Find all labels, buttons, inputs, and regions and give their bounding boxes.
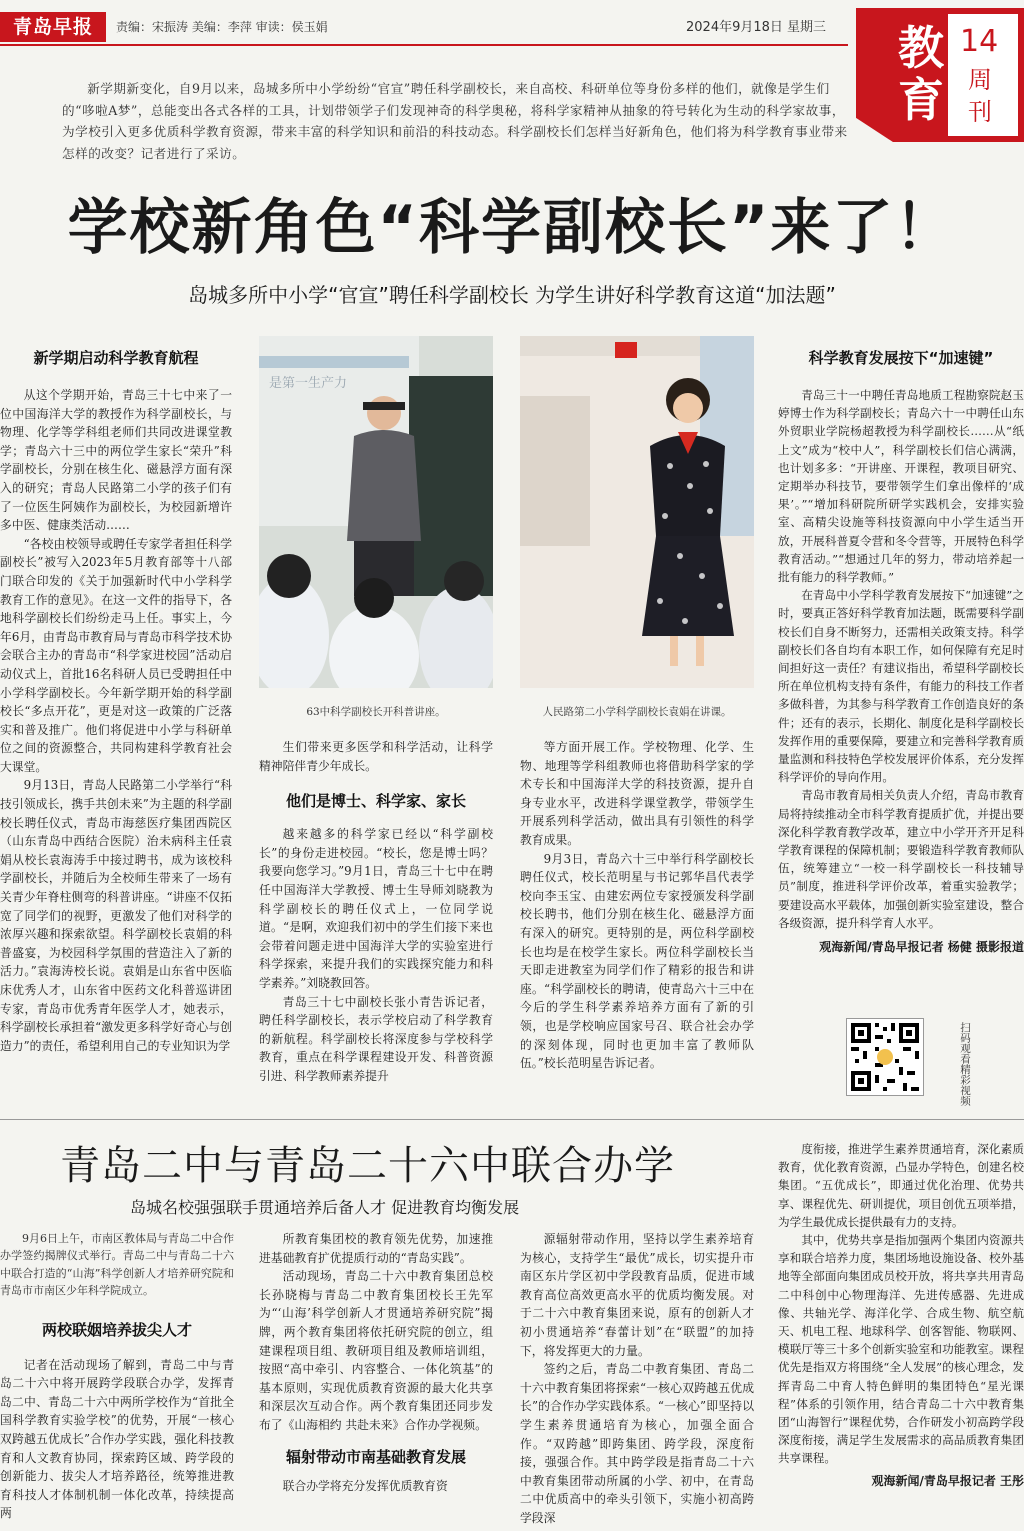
header-rule (0, 44, 848, 46)
paragraph: 从这个学期开始，青岛三十七中来了一位中国海洋大学的教授作为科学副校长，与物理、化学等学科组老师们共同改进课堂教学；青岛六十三中的两位学生家长“荣升”科学副校长，分别在核生化、磁悬浮方面有深入的研究；青岛人民路第二小学的孩子们有了一位医生阿姨作为副校长，为校园新增许多中医、健康类活动…… (0, 388, 232, 533)
article2-subhead: 岛城名校强强联手贯通培养后备人才 促进教育均衡发展 (130, 1198, 520, 1217)
column-text (0, 386, 232, 1055)
paragraph: 其中，优势共享是指加强两个集团内资源共享和联合培养力度，集团场地设施设备、校外基地等全部面向集团成员校开放，将共享共用青岛二中科创中心物理海洋、先进传感器、先进成像、共轴光学、海洋化学、合成生物、航空航天、机电工程、地球科学、创客智能、物联网、模联厅等三十多个创新实验室和功能教室。课程优先是指双方将围绕“全人发展”的核心理念，发挥青岛二中育人特色鲜明的集团特色“星光课程”体系的引领作用，结合青岛二十六中教育集团“山海智行”课程优势，合作研发小初高跨学段深度衔接，满足学生发展需求的高品质教育集团共享课程。 (778, 1233, 1024, 1466)
paragraph: 青岛三十一中聘任青岛地质工程勘察院赵玉婷博士作为科学副校长；青岛六十一中聘任山东外贸职业学院杨超教授为科学副校长……从“纸上文”成为“校中人”，科学副校长们信心满满，也计划多多：“开讲座、开课程，教项目研究、定期举办科技节，要带领学生们拿出像样的‘成果’。”“增加科研院所研学实践机会，安排实验室、高精尖设施等科技资源向中小学生适当开放，开展科普夏令营和冬令营等，开展特色科学教育活动。”“想通过几年的努力，带动培养起一批有能力的科学教师。” (778, 388, 1024, 585)
column-text: 联合办学将充分发挥优质教育资 (282, 1478, 448, 1493)
paragraph: 在青岛中小学科学教育发展按下“加速键”之时，要真正答好科学教育加法题，既需要科学副校长们自身不断努力，还需相关政策支持。科学副校长们各自均有本职工作，如何保障有充足时间担好这一责任？有建议指出，希望科学副校长所在单位机构支持有条件，有能力的科技工作者多做科普，为其参与科学教育工作创造良好的条件；还有的表示，长期化、制度化是科学副校长发挥作用的重要保障，要建立和完善科学教育质量监测和科技特色学校发展评价体系，充分发挥科学评价的导向作用。 (778, 588, 1024, 785)
article2-column-2 (259, 1230, 493, 1495)
issue-date: 2024年9月18日 星期三 (686, 20, 827, 35)
article2-intro: 9月6日上午，市南区教体局与青岛二中合作办学签约揭牌仪式举行。青岛二中与青岛二十六中联合打造的“山海”科学创新人才培养研究院和青岛市市南区少年科学院成立。 (0, 1232, 234, 1298)
article1-headline: 学校新角色“科学副校长”来了！ (67, 193, 957, 263)
newspaper-logo: 青岛早报 (0, 12, 106, 42)
article2-column-4 (778, 1140, 1024, 1489)
editor-credits: 责编：宋振涛 美编：李萍 审读：侯玉娟 (116, 20, 328, 34)
section-heading: 两校联姻培养拔尖人才 (41, 1320, 192, 1339)
article1-column-1 (0, 346, 232, 1055)
article2-column-3 (520, 1230, 754, 1528)
section-heading: 科学教育发展按下“加速键” (808, 349, 994, 367)
section-name: 教育 (898, 21, 944, 127)
photo-lecture-renmin (520, 336, 754, 688)
article2-headline: 青岛二中与青岛二十六中联合办学 (60, 1143, 675, 1189)
section-heading: 新学期启动科学教育航程 (33, 349, 199, 367)
article1-column-4 (778, 346, 1024, 955)
photo-lecture-63-illustration (259, 336, 493, 688)
column-text (778, 386, 1024, 932)
article-separator (0, 1119, 1024, 1120)
lead-paragraph: 新学期新变化，自9月以来，岛城多所中小学纷纷“官宣”聘任科学副校长，来自高校、科研单位等身份多样的他们，就像是学生们的“哆啦A梦”，总能变出各式各样的工具，计划带领学子们发现神奇的科学奥秘，将科学家精神从抽象的符号转化为生动的科学家故事，为学校引入更多优质科学教育资源，带来丰富的科学知识和前沿的科技动态。科学副校长们怎样当好新角色，他们将为科学教育事业带来怎样的改变？记者进行了采访。 (62, 81, 848, 161)
page-number: 14 (960, 24, 999, 59)
photo-caption: 63中科学副校长开科普讲座。 (306, 706, 446, 718)
board-text: 是第一生产力 (269, 376, 348, 391)
paragraph: 所教育集团校的教育领先优势，加速推进基础教育扩优提质行动的“青岛实践”。 (259, 1232, 493, 1265)
paragraph: 度衔接，推进学生素养贯通培育，深化素质教育，优化教育资源，凸显办学特色，创建名校集团。“五优成长”，即通过优化治理、优势共享、课程优先、研训提优，项目创优五项举措，为学生最优成长提供最有力的支持。 (778, 1142, 1024, 1229)
article1-column-3 (520, 738, 754, 1073)
paragraph: “各校由校领导或聘任专家学者担任科学副校长”被写入2023年5月教育部等十八部门联合印发的《关于加强新时代中小学科学教育工作的意见》。在这一文件的指导下，各地科学副校长们纷纷走马上任。事实上，今年6月，由青岛市教育局与青岛市科学技术协会联合主办的青岛市“科学家进校园”活动启动仪式上，首批16名科研人员已受聘担任中小学科学副校长。今年新学期开始的科学副校长“多点开花”，更是对这一政策的广泛落实和普及推广。他们将促进中小学与科研单位之间的资源整合，共同构建科学教育社会大课堂。 (0, 536, 232, 774)
article1-byline: 观海新闻/青岛早报记者 杨健 摄影报道 (819, 940, 1024, 955)
section-tag (856, 8, 1024, 142)
column-text: 记者在活动现场了解到，青岛二中与青岛二十六中将开展跨学段联合办学，发挥青岛二中、青岛二十六中两所学校作为“首批全国科学教育实验学校”的优势，开展“一核心双跨越五优成长”合作办学实践，强化科技教育和人文教育协同，探索跨区域、跨学段的创新能力、拔尖人才培养路径，统筹推进教育科技人才体制机制一体化改革，持续提高两 (0, 1357, 234, 1521)
paragraph: 活动现场，青岛二十六中教育集团总校长孙晓梅与青岛二中教育集团校长王先军为“‘山海’科学创新人才贯通培养研究院”揭牌，两个教育集团将依托研究院的创立，组建课程项目组、教研项目组及教师培训组，按照“高中牵引、内容整合、一体化筑基”的基本原则，实现优质教育资源的最大化共享和深层次互动合作。两个教育集团还同步发布了《山海相约 共赴未来》合作办学视频。 (259, 1269, 493, 1432)
article1-column-2 (259, 738, 493, 1086)
section-heading: 辐射带动市南基础教育发展 (285, 1447, 466, 1466)
photo-lecture-renmin-illustration (520, 336, 754, 688)
article1-subhead: 岛城多所中小学“官宣”聘任科学副校长 为学生讲好科学教育这道“加法题” (188, 283, 836, 307)
article2-column-1 (0, 1230, 234, 1523)
photo-caption: 人民路第二小学科学副校长袁娟在讲课。 (542, 706, 732, 718)
column-text (778, 1140, 1024, 1468)
paragraph: 青岛三十七中副校长张小青告诉记者，聘任科学副校长，表示学校启动了科学教育的新航程。科学副校长将深度参与学校科学教育，重点在科学课程建设开发、科普资源引进、科学教师素养提升 (259, 994, 493, 1083)
paragraph: 9月3日，青岛六十三中举行科学副校长聘任仪式，校长范明星与书记郭华昌代表学校向李玉宝、由建宏两位专家授颁发科学副校长聘书，他们分别在核生化、磁悬浮方面有深入的研究。更特别的是，两位科学副校长也均是在校学生家长。两位科学副校长当天即走进教室为同学们作了精彩的报告和讲座。“科学副校长的聘请，使青岛六十三中在今后的学生科学素养培养方面有了新的引领，也是学校响应国家号召、联合社会办学的深刻体现，同时也更加丰富了教师队伍。”校长范明星告诉记者。 (520, 851, 754, 1071)
section-heading: 他们是博士、科学家、家长 (285, 792, 466, 811)
column-text (259, 1230, 493, 1435)
qr-code-icon (847, 1019, 923, 1095)
section-suffix: 周刊 (968, 66, 992, 126)
column-text: 生们带来更多医学和科学活动，让科学精神陪伴青少年成长。 (259, 740, 493, 773)
paragraph: 9月13日，青岛人民路第二小学举行“科技引领成长，携手共创未来”为主题的科学副校长聘任仪式，青岛市海慈医疗集团西院区（山东青岛中西结合医院）治未病科主任袁娟从校长袁海涛手中接过聘书，成为该校科学副校长，并随后为全校师生带来了一场有关青少年脊柱侧弯的科普讲座。“讲座不仅拓宽了同学们的视野，更激发了他们对科学的浓厚兴趣和探索欲望。科学副校长袁娟的科普盛宴，为校园科学氛围的营造注入了新的活力。”袁海涛校长说。袁娟是山东省中医临床优秀人才，山东省中医药文化科普巡讲团专家，青岛市优秀青年医学人才，她表示，科学副校长承担着“激发更多科学好奇心与创造力”的责任，希望利用自己的专业知识为学 (0, 778, 232, 1053)
photo-lecture-63 (259, 336, 493, 688)
paragraph: 签约之后，青岛二中教育集团、青岛二十六中教育集团将探索“一核心双跨越五优成长”的合作办学实践体系。“一核心”即坚持以学生素养贯通培育为核心，加强全面合作。“双跨越”即跨集团、跨学段，深度衔接，强强合作。其中跨学段是指青岛二十六中教育集团带动所属的小学、初中，在青岛二中优质高中的牵头引领下，实施小初高跨学段深 (520, 1362, 754, 1525)
column-text (520, 1230, 754, 1528)
paragraph: 源辐射带动作用，坚持以学生素养培育为核心，支持学生“最优”成长，切实提升市南区东片学区初中学段教育品质，促进市域教育高位高效更高水平的优质均衡发展。对于二十六中教育集团来说，原有的创新人才初小贯通培养“春蕾计划”在“联盟”的加持下，将发挥更大的力量。 (520, 1232, 754, 1358)
qr-caption: 扫码观看精彩视频 (959, 1022, 971, 1106)
paragraph: 青岛市教育局相关负责人介绍，青岛市教育局将持续推动全市科学教育提质扩优，并提出要深化科学教育教学改革，建立中小学开齐开足科学教育课程的保障机制；要锻造科学教育教师队伍，统筹建立“一校一科学副校长一科技辅导员”制度，推进科学评价改革，着重实验教学；要建设高水平载体，加强创新实验室建设，整合各级资源，提升科学育人水平。 (778, 788, 1024, 930)
paragraph: 越来越多的科学家已经以“科学副校长”的身份走进校园。“校长，您是博士吗？我要向您学习。”9月1日，青岛三十七中在聘任中国海洋大学教授、博士生导师刘晓教为科学副校长的聘任仪式上，一位同学说道。“是啊，欢迎我们初中的学生们接下来也会带着问题走进中国海洋大学的实验室进行科学探索，来提升我们的实践探究能力和科学素养。”刘晓教回答。 (259, 827, 493, 990)
qr-code[interactable] (846, 1018, 924, 1096)
paragraph: 等方面开展工作。学校物理、化学、生物、地理等学科组教师也将借助科学家的学术专长和中国海洋大学的科技资源，提升自身专业水平，改进科学课堂教学，带领学生开展系列科学活动，做出具有引领性的科学教育成果。 (520, 740, 754, 847)
column-text (520, 738, 754, 1073)
column-text (259, 825, 493, 1085)
article2-byline: 观海新闻/青岛早报记者 王彤 (871, 1473, 1024, 1488)
